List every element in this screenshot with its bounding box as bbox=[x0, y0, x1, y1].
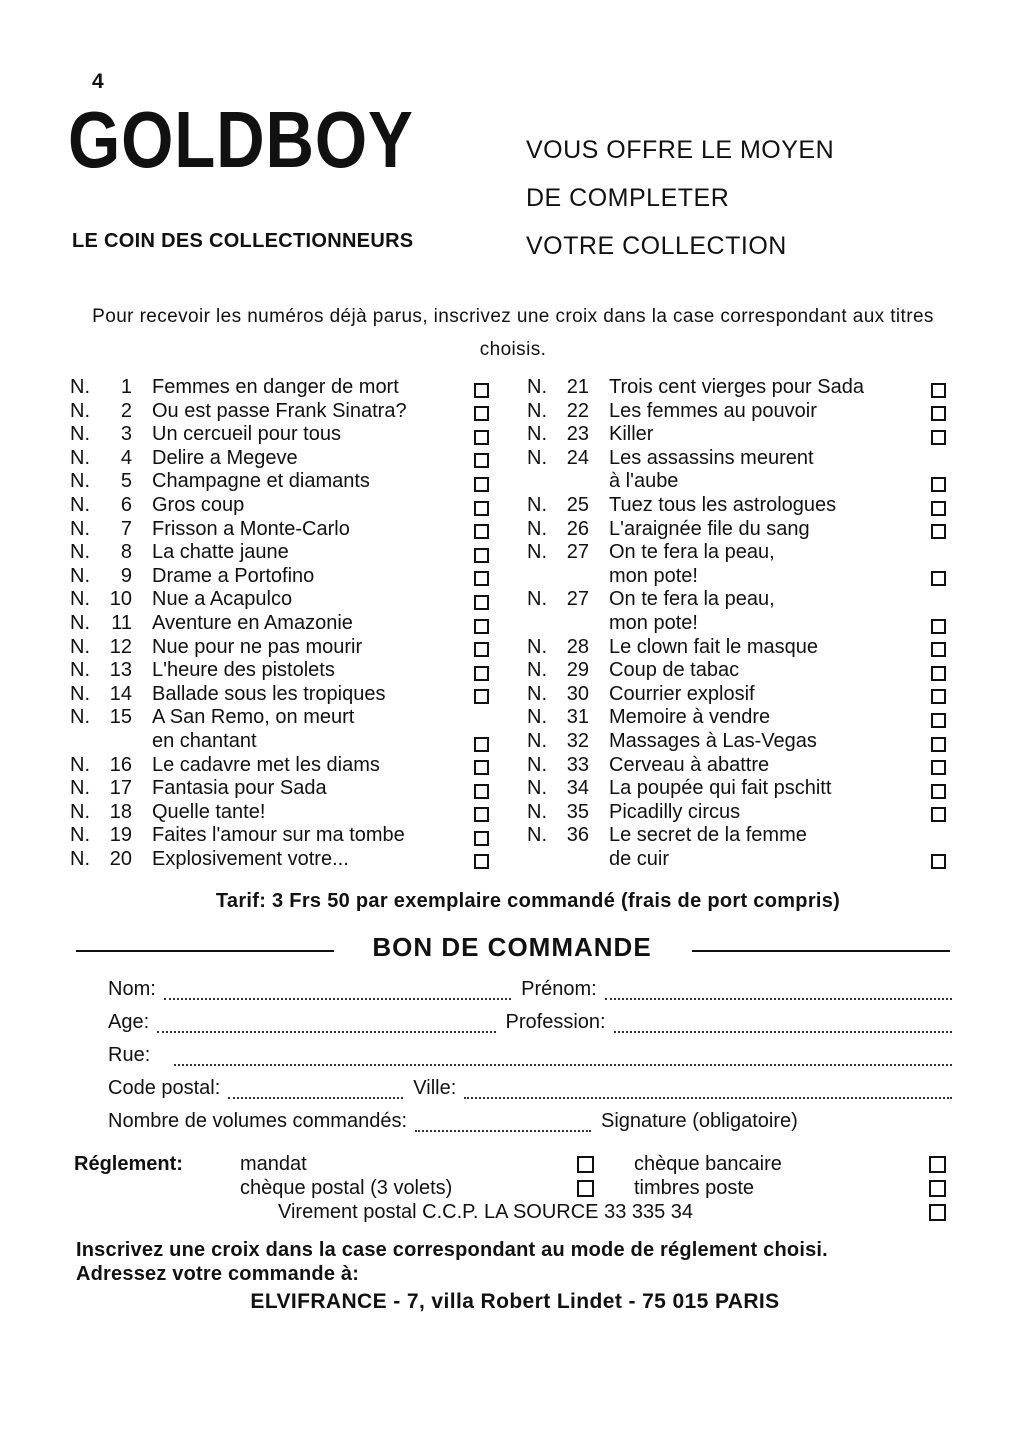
issue-title: Les assassins meurent bbox=[609, 446, 814, 469]
rue-label: Rue: bbox=[108, 1044, 151, 1066]
issue-number bbox=[527, 636, 589, 660]
issue-number-value: 18 bbox=[109, 800, 132, 823]
footer-instructions bbox=[76, 1238, 956, 1286]
issue-number bbox=[527, 588, 589, 612]
nom-label: Nom: bbox=[108, 978, 156, 1000]
issue-checkbox[interactable] bbox=[474, 501, 489, 516]
payment-row-1 bbox=[74, 1152, 954, 1176]
issue-checkbox[interactable] bbox=[474, 571, 489, 586]
issue-title: Memoire à vendre bbox=[609, 706, 771, 729]
ville-label: Ville: bbox=[413, 1077, 457, 1099]
issue-number bbox=[527, 376, 589, 400]
issue-number bbox=[70, 423, 132, 447]
issue-row bbox=[527, 400, 952, 424]
issue-prefix: N. bbox=[527, 446, 547, 469]
issue-number-value: 22 bbox=[566, 399, 589, 422]
issue-checkbox[interactable] bbox=[474, 619, 489, 634]
issue-checkbox[interactable] bbox=[931, 383, 946, 398]
issue-row bbox=[70, 423, 495, 447]
cheque-bancaire-label: chèque bancaire bbox=[634, 1153, 782, 1175]
issue-checkbox[interactable] bbox=[474, 406, 489, 421]
issue-row bbox=[527, 824, 952, 848]
issue-number-value: 35 bbox=[566, 800, 589, 823]
issue-prefix: N. bbox=[70, 635, 90, 658]
volumes-field[interactable] bbox=[415, 1130, 591, 1132]
payment-row-2 bbox=[74, 1176, 954, 1200]
issue-prefix: N. bbox=[527, 399, 547, 422]
footer-line-1: Inscrivez une croix dans la case correspondant au mode de réglement choisi. bbox=[76, 1239, 828, 1261]
issue-number bbox=[70, 683, 132, 707]
issue-title: Quelle tante! bbox=[152, 800, 266, 823]
timbres-label: timbres poste bbox=[634, 1177, 755, 1199]
issue-prefix: N. bbox=[70, 682, 90, 705]
offer-line: DE COMPLETER bbox=[526, 184, 730, 212]
issue-row bbox=[527, 423, 952, 447]
issue-title: mon pote! bbox=[609, 564, 698, 587]
cheque-bancaire-checkbox[interactable] bbox=[929, 1156, 946, 1173]
issue-prefix: N. bbox=[70, 446, 90, 469]
issue-number-value: 32 bbox=[566, 729, 589, 752]
issue-title: Aventure en Amazonie bbox=[152, 611, 353, 634]
issue-title: Drame a Portofino bbox=[152, 564, 315, 587]
issue-row bbox=[70, 588, 495, 612]
issue-number bbox=[70, 470, 132, 494]
page-number: 4 bbox=[92, 70, 104, 93]
issue-row bbox=[527, 730, 952, 754]
issue-checkbox[interactable] bbox=[931, 477, 946, 492]
issue-number-value: 11 bbox=[111, 611, 132, 634]
issue-checkbox[interactable] bbox=[474, 807, 489, 822]
issue-prefix: N. bbox=[527, 423, 547, 446]
issue-prefix: N. bbox=[527, 800, 547, 823]
issue-prefix: N. bbox=[70, 706, 90, 729]
issue-number-value: 34 bbox=[566, 777, 589, 800]
issue-prefix: N. bbox=[527, 493, 547, 516]
issue-checkbox[interactable] bbox=[931, 666, 946, 681]
issue-checkbox[interactable] bbox=[474, 430, 489, 445]
issue-number-value: 30 bbox=[566, 682, 589, 705]
issue-prefix: N. bbox=[70, 493, 90, 516]
cheque-postal-label: chèque postal (3 volets) bbox=[240, 1177, 453, 1199]
issue-checkbox[interactable] bbox=[931, 713, 946, 728]
issue-number-value: 15 bbox=[109, 706, 132, 729]
instructions: Pour recevoir les numéros déjà parus, inscrivez une croix dans la case correspondant aux titres choisis. bbox=[92, 306, 934, 360]
issue-title: Massages à Las-Vegas bbox=[609, 729, 817, 752]
issue-number bbox=[527, 683, 589, 707]
payment-row-3 bbox=[74, 1200, 954, 1224]
issue-title: Champagne et diamants bbox=[152, 470, 370, 493]
issue-prefix: N. bbox=[527, 753, 547, 776]
virement-checkbox[interactable] bbox=[929, 1204, 946, 1221]
issue-number-value: 4 bbox=[120, 446, 132, 469]
form-row-name bbox=[108, 978, 952, 1011]
issue-number bbox=[70, 494, 132, 518]
issue-title: Courrier explosif bbox=[609, 682, 755, 705]
issue-title: Ballade sous les tropiques bbox=[152, 682, 386, 705]
issue-row bbox=[70, 400, 495, 424]
divider-left bbox=[76, 950, 334, 952]
issue-prefix: N. bbox=[70, 847, 90, 870]
issue-row bbox=[527, 848, 952, 872]
form-row-age bbox=[108, 1011, 952, 1044]
issue-checkbox[interactable] bbox=[931, 406, 946, 421]
issue-row bbox=[527, 706, 952, 730]
issue-row bbox=[70, 612, 495, 636]
issue-number bbox=[527, 447, 589, 471]
issue-title: Le secret de la femme bbox=[609, 824, 807, 847]
issue-checkbox[interactable] bbox=[474, 784, 489, 799]
issue-title: Explosivement votre... bbox=[152, 847, 349, 870]
publisher-address: ELVIFRANCE - 7, villa Robert Lindet - 75 015 PARIS bbox=[250, 1290, 780, 1313]
issue-number bbox=[527, 659, 589, 683]
issue-title: en chantant bbox=[152, 729, 257, 752]
issue-number bbox=[70, 706, 132, 730]
issue-title: Un cercueil pour tous bbox=[152, 423, 341, 446]
profession-field[interactable] bbox=[614, 1031, 952, 1033]
issue-number bbox=[70, 588, 132, 612]
footer-line-2: Adressez votre commande à: bbox=[76, 1263, 360, 1285]
issue-row bbox=[70, 447, 495, 471]
issue-title: Nue pour ne pas mourir bbox=[152, 635, 363, 658]
issue-number-value: 1 bbox=[120, 376, 132, 398]
issue-title: de cuir bbox=[609, 847, 670, 870]
issue-row bbox=[70, 376, 495, 400]
issue-row bbox=[527, 588, 952, 612]
issue-title: Delire a Megeve bbox=[152, 446, 298, 469]
issue-checkbox[interactable] bbox=[931, 689, 946, 704]
issue-row bbox=[70, 824, 495, 848]
issue-checkbox[interactable] bbox=[474, 642, 489, 657]
issue-number-value: 16 bbox=[109, 753, 132, 776]
issue-title: Nue a Acapulco bbox=[152, 588, 293, 611]
issue-row bbox=[527, 494, 952, 518]
mandat-checkbox[interactable] bbox=[577, 1156, 594, 1173]
issue-title: On te fera la peau, bbox=[609, 588, 775, 611]
order-form bbox=[108, 978, 952, 1143]
issue-row bbox=[70, 470, 495, 494]
issue-list-left bbox=[70, 376, 495, 871]
issue-checkbox[interactable] bbox=[474, 453, 489, 468]
issue-number bbox=[527, 400, 589, 424]
issue-row bbox=[527, 470, 952, 494]
issue-checkbox[interactable] bbox=[931, 619, 946, 634]
issue-row bbox=[70, 541, 495, 565]
issue-number bbox=[70, 612, 132, 636]
issue-number bbox=[70, 824, 132, 848]
issue-number-value: 24 bbox=[566, 446, 589, 469]
issue-checkbox[interactable] bbox=[931, 430, 946, 445]
issue-title: Fantasia pour Sada bbox=[152, 777, 327, 800]
issue-row bbox=[70, 494, 495, 518]
issue-row bbox=[70, 683, 495, 707]
issue-row bbox=[527, 754, 952, 778]
issue-number bbox=[70, 754, 132, 778]
issue-row bbox=[527, 683, 952, 707]
issue-checkbox[interactable] bbox=[931, 501, 946, 516]
rue-field[interactable] bbox=[174, 1064, 952, 1066]
issue-title: à l'aube bbox=[609, 470, 679, 493]
offer-text bbox=[526, 126, 834, 270]
issue-prefix: N. bbox=[527, 682, 547, 705]
issue-title: A San Remo, on meurt bbox=[152, 706, 355, 729]
issue-number bbox=[527, 706, 589, 730]
issue-prefix: N. bbox=[527, 777, 547, 800]
issue-checkbox[interactable] bbox=[931, 571, 946, 586]
issue-title: Frisson a Monte-Carlo bbox=[152, 517, 350, 540]
issue-number bbox=[527, 777, 589, 801]
prenom-field[interactable] bbox=[605, 998, 952, 1000]
issue-title: Le clown fait le masque bbox=[609, 635, 819, 658]
issue-prefix: N. bbox=[527, 706, 547, 729]
issue-row bbox=[527, 801, 952, 825]
issue-number-value: 23 bbox=[566, 423, 589, 446]
issue-prefix: N. bbox=[70, 541, 90, 564]
payment-label: Réglement: bbox=[74, 1153, 183, 1175]
issue-number-value: 26 bbox=[566, 517, 589, 540]
issue-prefix: N. bbox=[70, 659, 90, 682]
issue-number-value: 7 bbox=[120, 517, 132, 540]
issue-prefix: N. bbox=[527, 729, 547, 752]
issue-number-value: 20 bbox=[109, 847, 132, 870]
issue-number bbox=[527, 423, 589, 447]
issue-prefix: N. bbox=[70, 824, 90, 847]
issue-row bbox=[527, 612, 952, 636]
mandat-label: mandat bbox=[240, 1153, 307, 1175]
issue-row bbox=[527, 565, 952, 589]
form-row-volumes bbox=[108, 1110, 952, 1143]
offer-line: VOUS OFFRE LE MOYEN bbox=[526, 136, 835, 164]
issue-number-value: 3 bbox=[120, 423, 132, 446]
issue-title: Coup de tabac bbox=[609, 659, 740, 682]
issue-checkbox[interactable] bbox=[931, 784, 946, 799]
issue-number bbox=[70, 447, 132, 471]
issue-prefix: N. bbox=[70, 423, 90, 446]
timbres-checkbox[interactable] bbox=[929, 1180, 946, 1197]
volumes-label: Nombre de volumes commandés: bbox=[108, 1110, 408, 1132]
issue-checkbox[interactable] bbox=[931, 854, 946, 869]
issue-number bbox=[527, 801, 589, 825]
issue-number bbox=[70, 565, 132, 589]
issue-prefix: N. bbox=[70, 399, 90, 422]
issue-row bbox=[527, 518, 952, 542]
issue-title: La poupée qui fait pschitt bbox=[609, 777, 832, 800]
divider-right bbox=[692, 950, 950, 952]
issue-row bbox=[70, 848, 495, 872]
issue-prefix: N. bbox=[70, 517, 90, 540]
issue-number-value: 14 bbox=[109, 682, 132, 705]
section-subtitle: LE COIN DES COLLECTIONNEURS bbox=[72, 230, 414, 252]
issue-row bbox=[527, 376, 952, 400]
issue-number-value: 25 bbox=[566, 493, 589, 516]
issue-checkbox[interactable] bbox=[474, 524, 489, 539]
issue-row bbox=[527, 636, 952, 660]
issue-number-value: 8 bbox=[120, 541, 132, 564]
issue-title: mon pote! bbox=[609, 611, 698, 634]
issue-prefix: N. bbox=[527, 376, 547, 398]
signature-label: Signature (obligatoire) bbox=[601, 1110, 798, 1132]
issue-prefix: N. bbox=[527, 635, 547, 658]
issue-number bbox=[70, 848, 132, 872]
issue-number-value: 19 bbox=[109, 824, 132, 847]
nom-field[interactable] bbox=[164, 998, 511, 1000]
profession-label: Profession: bbox=[505, 1011, 606, 1033]
issue-row bbox=[70, 730, 495, 754]
issue-checkbox[interactable] bbox=[931, 737, 946, 752]
issue-number bbox=[70, 801, 132, 825]
issue-title: Femmes en danger de mort bbox=[152, 376, 399, 398]
issue-prefix: N. bbox=[527, 517, 547, 540]
issue-number-value: 12 bbox=[109, 635, 132, 658]
issue-prefix: N. bbox=[70, 800, 90, 823]
issue-prefix: N. bbox=[527, 588, 547, 611]
issue-number-value: 28 bbox=[566, 635, 589, 658]
issue-checkbox[interactable] bbox=[474, 831, 489, 846]
issue-checkbox[interactable] bbox=[474, 477, 489, 492]
issue-number bbox=[70, 777, 132, 801]
issue-row bbox=[70, 777, 495, 801]
issue-number bbox=[527, 754, 589, 778]
issue-checkbox[interactable] bbox=[931, 642, 946, 657]
issue-number bbox=[70, 541, 132, 565]
issue-number-value: 9 bbox=[120, 564, 132, 587]
form-row-rue bbox=[108, 1044, 952, 1077]
issue-number-value: 17 bbox=[109, 777, 132, 800]
issue-title: Killer bbox=[609, 423, 654, 446]
issue-row bbox=[527, 659, 952, 683]
issue-prefix: N. bbox=[70, 470, 90, 493]
issue-title: Ou est passe Frank Sinatra? bbox=[152, 399, 407, 422]
brand-logo: GOLDBOY bbox=[68, 95, 414, 184]
issue-prefix: N. bbox=[70, 777, 90, 800]
issue-number bbox=[70, 376, 132, 400]
issue-title: Le cadavre met les diams bbox=[152, 753, 380, 776]
issue-number bbox=[70, 659, 132, 683]
issue-row bbox=[70, 659, 495, 683]
issue-title: L'araignée file du sang bbox=[609, 517, 810, 540]
issue-number bbox=[527, 518, 589, 542]
age-label: Age: bbox=[108, 1011, 150, 1033]
issue-row bbox=[527, 541, 952, 565]
issue-row bbox=[527, 447, 952, 471]
issue-checkbox[interactable] bbox=[474, 383, 489, 398]
prenom-label: Prénom: bbox=[521, 978, 597, 1000]
cheque-postal-checkbox[interactable] bbox=[577, 1180, 594, 1197]
issue-checkbox[interactable] bbox=[474, 737, 489, 752]
issue-number-value: 31 bbox=[566, 706, 589, 729]
issue-number-value: 10 bbox=[109, 588, 132, 611]
issue-checkbox[interactable] bbox=[474, 760, 489, 775]
issue-row bbox=[70, 706, 495, 730]
issue-number-value: 2 bbox=[120, 399, 132, 422]
form-row-postal bbox=[108, 1077, 952, 1110]
issue-number-value: 13 bbox=[109, 659, 132, 682]
issue-number bbox=[70, 518, 132, 542]
issue-row bbox=[70, 754, 495, 778]
issue-checkbox[interactable] bbox=[931, 524, 946, 539]
issue-title: Cerveau à abattre bbox=[609, 753, 770, 776]
issue-prefix: N. bbox=[70, 588, 90, 611]
issue-number-value: 36 bbox=[566, 824, 589, 847]
age-field[interactable] bbox=[157, 1031, 495, 1033]
issue-title: Faites l'amour sur ma tombe bbox=[152, 824, 405, 847]
code-postal-label: Code postal: bbox=[108, 1077, 221, 1099]
issue-prefix: N. bbox=[70, 564, 90, 587]
issue-prefix: N. bbox=[70, 753, 90, 776]
issue-number-value: 29 bbox=[566, 659, 589, 682]
issue-prefix: N. bbox=[527, 541, 547, 564]
ville-field[interactable] bbox=[464, 1097, 952, 1099]
issue-title: Tuez tous les astrologues bbox=[609, 493, 837, 516]
issue-checkbox[interactable] bbox=[474, 666, 489, 681]
virement-label: Virement postal C.C.P. LA SOURCE 33 335 34 bbox=[278, 1201, 694, 1223]
tarif: Tarif: 3 Frs 50 par exemplaire commandé (frais de port compris) bbox=[215, 890, 841, 912]
issue-checkbox[interactable] bbox=[474, 548, 489, 563]
issue-title: La chatte jaune bbox=[152, 541, 289, 564]
issue-number-value: 33 bbox=[566, 753, 589, 776]
offer-line: VOTRE COLLECTION bbox=[526, 232, 787, 260]
issue-row bbox=[527, 777, 952, 801]
issue-number-value: 6 bbox=[120, 493, 132, 516]
issue-row bbox=[70, 518, 495, 542]
issue-number bbox=[70, 636, 132, 660]
issue-prefix: N. bbox=[70, 611, 90, 634]
issue-title: On te fera la peau, bbox=[609, 541, 775, 564]
issue-checkbox[interactable] bbox=[474, 854, 489, 869]
issue-prefix: N. bbox=[527, 824, 547, 847]
issue-checkbox[interactable] bbox=[931, 760, 946, 775]
issue-number bbox=[527, 541, 589, 565]
issue-number-value: 5 bbox=[120, 470, 132, 493]
issue-row bbox=[70, 636, 495, 660]
issue-checkbox[interactable] bbox=[931, 807, 946, 822]
issue-title: Gros coup bbox=[152, 493, 245, 516]
payment-section bbox=[74, 1152, 954, 1224]
issue-number-value: 27 bbox=[566, 588, 589, 611]
issue-title: Les femmes au pouvoir bbox=[609, 399, 817, 422]
issue-title: Picadilly circus bbox=[609, 800, 741, 823]
issue-number bbox=[527, 730, 589, 754]
issue-number-value: 21 bbox=[566, 376, 589, 398]
order-form-title: BON DE COMMANDE bbox=[372, 932, 652, 962]
issue-number bbox=[527, 494, 589, 518]
issue-title: Trois cent vierges pour Sada bbox=[609, 376, 864, 398]
code-postal-field[interactable] bbox=[228, 1097, 403, 1099]
issue-row bbox=[70, 801, 495, 825]
issue-row bbox=[70, 565, 495, 589]
issue-list-right bbox=[527, 376, 952, 871]
issue-title: L'heure des pistolets bbox=[152, 659, 335, 682]
issue-number-value: 27 bbox=[566, 541, 589, 564]
issue-prefix: N. bbox=[70, 376, 90, 398]
issue-number bbox=[70, 400, 132, 424]
issue-number bbox=[527, 824, 589, 848]
issue-checkbox[interactable] bbox=[474, 595, 489, 610]
issue-checkbox[interactable] bbox=[474, 689, 489, 704]
issue-prefix: N. bbox=[527, 659, 547, 682]
